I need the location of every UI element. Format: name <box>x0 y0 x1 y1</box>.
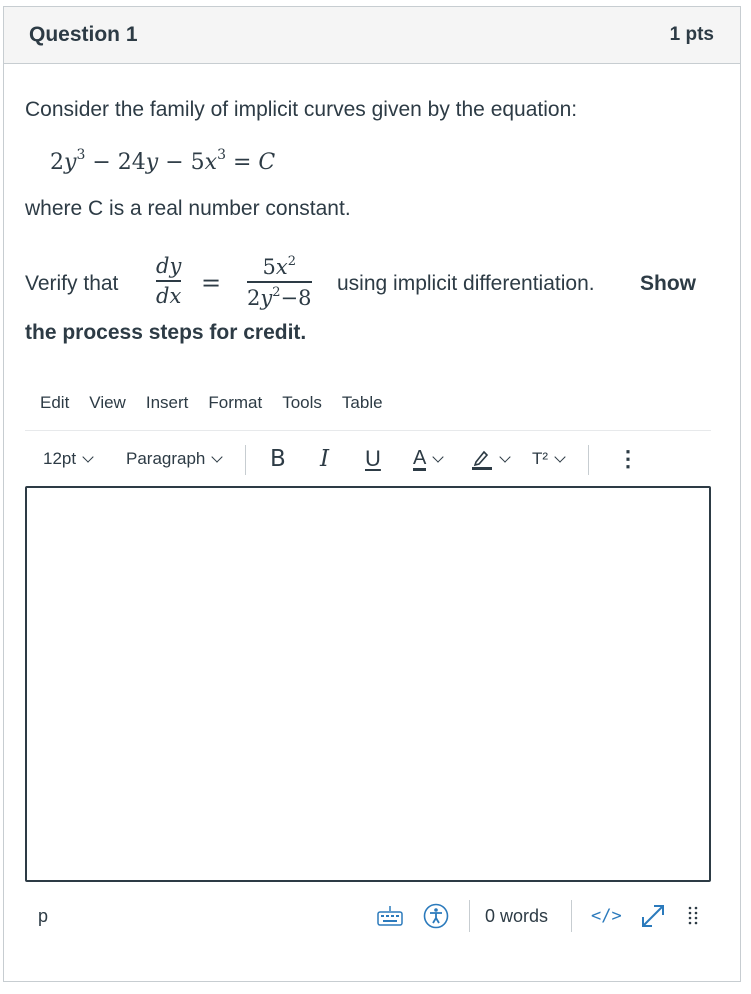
drag-handle-icon <box>687 905 699 927</box>
italic-button[interactable]: I <box>320 446 330 472</box>
word-count: 0 words <box>485 905 549 926</box>
verify-statement <box>25 252 725 322</box>
accessibility-checker-button[interactable] <box>423 896 449 936</box>
resize-handle[interactable] <box>687 896 699 936</box>
more-options-button[interactable]: ⋮ <box>617 446 639 471</box>
question-title: Question 1 <box>29 23 138 46</box>
menu-tools[interactable]: Tools <box>282 393 322 412</box>
expand-icon <box>639 902 667 930</box>
menu-table[interactable]: Table <box>341 393 383 412</box>
chevron-down-icon <box>499 451 510 462</box>
chevron-down-icon <box>212 451 223 462</box>
menubar-divider <box>25 430 711 431</box>
verify-prefix: Verify that <box>25 272 119 295</box>
menu-edit[interactable]: Edit <box>40 393 70 412</box>
menu-view[interactable]: View <box>89 393 126 412</box>
element-path[interactable]: p <box>38 905 49 926</box>
verify-suffix: using implicit differentiation. <box>337 272 595 295</box>
chevron-down-icon <box>554 451 565 462</box>
keyboard-shortcuts-button[interactable] <box>377 896 403 936</box>
equals-sign: = <box>201 269 222 297</box>
constant-description: where C is a real number constant. <box>25 197 351 220</box>
bold-button[interactable]: B <box>270 446 286 472</box>
menu-format[interactable]: Format <box>208 393 263 412</box>
highlight-color-button[interactable] <box>471 437 509 481</box>
accessibility-icon <box>423 903 449 929</box>
chevron-down-icon <box>82 451 93 462</box>
show-word: Show <box>640 272 696 295</box>
menu-insert[interactable]: Insert <box>145 393 189 412</box>
derivative-rhs: $5x^2$ $2y^2-8$ <box>247 254 312 310</box>
question-points: 1 pts <box>669 24 714 45</box>
chevron-down-icon <box>433 451 444 462</box>
editor-toolbar <box>25 437 711 481</box>
implicit-equation: $2y^3 - 24y - 5x^3 = C$ <box>50 147 276 175</box>
superscript-button[interactable]: T² <box>532 437 564 481</box>
html-editor-toggle[interactable]: </> <box>591 906 622 926</box>
underline-button[interactable]: U <box>365 446 381 471</box>
editor-menubar <box>25 393 403 413</box>
block-format-select[interactable]: Paragraph <box>126 437 221 481</box>
text-color-button[interactable] <box>413 437 442 481</box>
keyboard-icon <box>377 905 403 927</box>
editor-statusbar <box>25 896 711 936</box>
show-instruction: the process steps for credit. <box>25 321 307 344</box>
text-color-icon: A <box>413 446 427 469</box>
highlighter-icon <box>471 448 493 470</box>
question-header <box>4 7 740 64</box>
question-intro: Consider the family of implicit curves given by the equation: <box>25 98 578 121</box>
fullscreen-button[interactable] <box>639 896 667 936</box>
rich-text-editor[interactable] <box>25 486 711 882</box>
derivative-lhs: dy dx <box>156 254 182 308</box>
font-size-select[interactable]: 12pt <box>43 437 92 481</box>
